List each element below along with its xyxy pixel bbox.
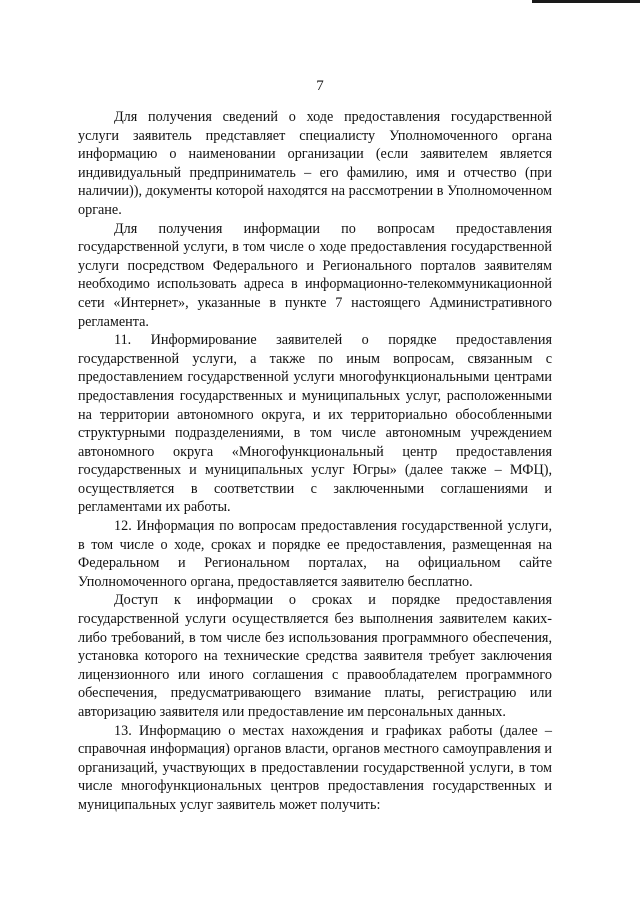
paragraph-12-free-info: 12. Информация по вопросам предоставления государственной услуги, в том числе о ходе, сроках и порядке ее предоставления, размещенная на Федеральном и Региональном порталах, на официальном сайте Уполномоченного органа, предоставляется заявителю бесплатно.	[78, 518, 552, 590]
paragraph-status-info: Для получения сведений о ходе предоставления государственной услуги заявитель представляет специалисту Уполномоченного органа информацию о наименовании организации (если заявителем является индивидуальный предприниматель – его фамилию, имя и отчество (при наличии)), документы которой находятся на рассмотрении в Уполномоченном органе.	[78, 109, 552, 218]
top-edge-rule	[532, 0, 640, 3]
page-number: 7	[316, 78, 324, 94]
paragraph-access-requirements: Доступ к информации о сроках и порядке предоставления государственной услуги осуществляется без выполнения заявителем каких-либо требований, в том числе без использования программного обеспечения, установка которого на технические средства заявителя требует заключения лицензионного или иного соглашения с правообладателем программного обеспечения, предусматривающего взимание платы, регистрацию или авторизацию заявителя или предоставление им персональных данных.	[78, 592, 552, 720]
document-body	[78, 108, 552, 815]
paragraph-portals-info: Для получения информации по вопросам предоставления государственной услуги, в том числе о ходе предоставления государственной услуги посредством Федерального и Регионального порталов заявителям необходимо использовать адреса в информационно-телекоммуникационной сети «Интернет», указанные в пункте 7 настоящего Административного регламента.	[78, 220, 552, 330]
paragraph-11-mfc: 11. Информирование заявителей о порядке предоставления государственной услуги, а также по иным вопросам, связанным с предоставлением государственной услуги многофункциональными центрами предоставления государственных и муниципальных услуг, расположенными на территории автономного округа, и их территориально обособленными структурными подразделениями, в том числе автономным учреждением автономного округа «Многофункциональный центр предоставления государственных и муниципальных услуг Югры» (далее также – МФЦ), осуществляется в соответствии с заключенными соглашениями и регламентами их работы.	[78, 332, 552, 516]
paragraph-13-reference-info: 13. Информацию о местах нахождения и графиках работы (далее – справочная информация) органов власти, органов местного самоуправления и организаций, участвующих в предоставлении государственной услуги, в том числе многофункциональных центров предоставления государственных и муниципальных услуг заявитель может получить:	[78, 722, 552, 813]
